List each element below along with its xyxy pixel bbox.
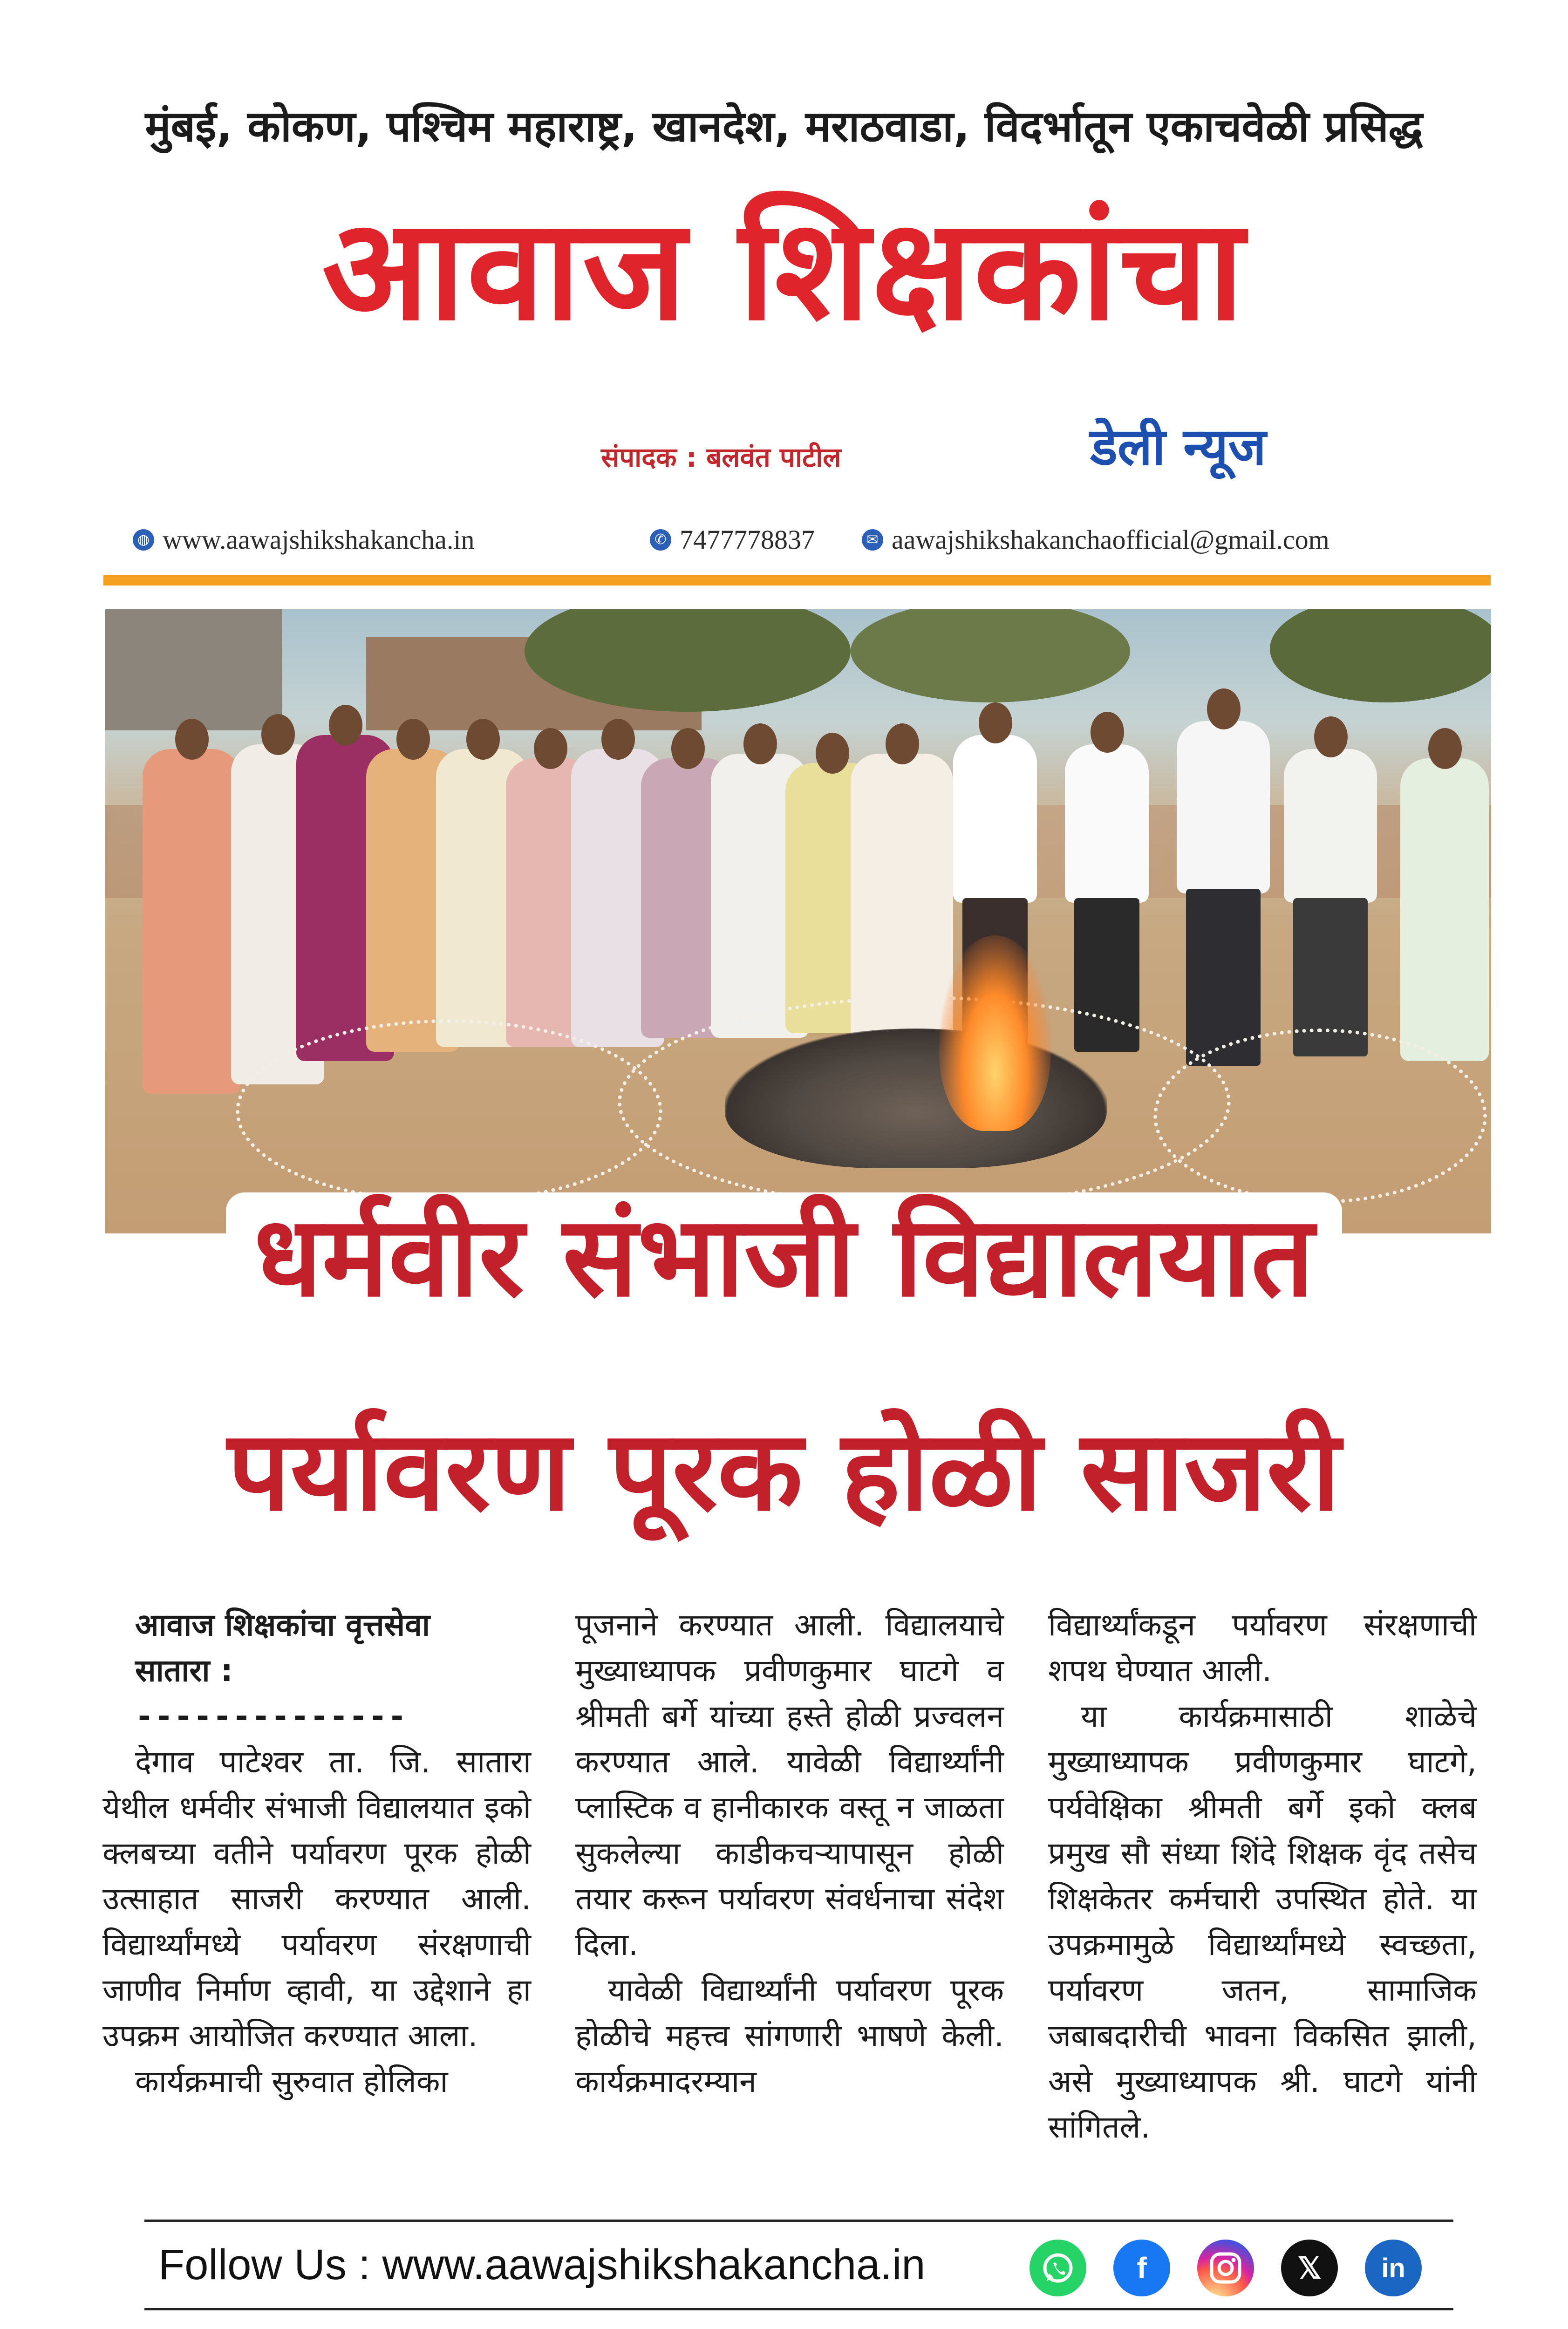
article-paragraph: देगाव पाटेश्वर ता. जि. सातारा येथील धर्मवीर संभाजी विद्यालयात इको क्लबच्या वतीने पर्यावरण पूरक होळी उत्साहात साजरी करण्यात आली. विद्यार्थ्यांमध्ये पर्यावरण संरक्षणाची जाणीव निर्माण व्हावी, या उद्देशाने हा उपक्रम आयोजित करण्यात आला. [102,1744,531,2054]
phone-text: 7477778837 [680,524,815,555]
globe-icon: ◍ [133,529,154,551]
byline-divider: -------------- [135,1698,408,1734]
header-divider [103,575,1491,586]
event-photo [105,609,1491,1233]
phone-icon: ✆ [650,529,671,551]
article-paragraph: या कार्यक्रमासाठी शाळेचे मुख्याध्यापक प्रवीणकुमार घाटगे, पर्यवेक्षिका श्रीमती बर्गे इको क्लब प्रमुख सौ संध्या शिंदे शिक्षक वृंद तसेच शिक्षकेतर कर्मचारी उपस्थित होते. या उपक्रमामुळे विद्यार्थ्यांमध्ये स्वच्छता, पर्यावरण जतन, सामाजिक जबाबदारीची भावना विकसित झाली, असे मुख्याध्यापक श्री. घाटगे यांनी सांगितले. [1048,1698,1477,2145]
masthead-title: आवाज शिक्षकांचा [322,189,1246,351]
x-icon[interactable]: 𝕏 [1281,2240,1338,2296]
headline-line-1: धर्मवीर संभाजी विद्यालयात [0,1202,1568,1313]
footer-rule-top [144,2220,1453,2222]
byline-service: आवाज शिक्षकांचा वृत्तसेवा [135,1607,430,1643]
headline-line-2: पर्यावरण पूरक होळी साजरी [227,1407,1341,1536]
article-paragraph: पूजनाने करण्यात आली. विद्यालयाचे मुख्याध्यापक प्रवीणकुमार घाटगे व श्रीमती बर्गे यांच्या हस्ते होळी प्रज्वलन करण्यात आले. यावेळी विद्यार्थ्यांनी प्लास्टिक व हानीकारक वस्तू न जाळता सुकलेल्या काडीकचऱ्यापासून होळी तयार करून पर्यावरण संवर्धनाचा संदेश दिला. [575,1607,1004,1962]
contact-website[interactable] [133,524,474,555]
article-paragraph: यावेळी विद्यार्थ्यांनी पर्यावरण पूरक होळीचे महत्त्व सांगणारी भाषणे केली. कार्यक्रमादरम्यान [575,1972,1004,2099]
mail-icon: ✉ [862,529,883,551]
tagline: मुंबई, कोकण, पश्चिम महाराष्ट्र, खानदेश, मराठवाडा, विदर्भातून एकाचवेळी प्रसिद्ध [145,102,1423,151]
website-text: www.aawajshikshakancha.in [163,524,475,555]
whatsapp-icon[interactable] [1029,2240,1086,2296]
article-column-3 [1048,1602,1477,2150]
edition-label: डेली न्यूज [1090,417,1267,477]
follow-us-text[interactable]: Follow Us : www.aawajshikshakancha.in [158,2241,926,2288]
email-text: aawajshikshakanchaofficial@gmail.com [892,524,1329,555]
article-paragraph: कार्यक्रमाची सुरुवात होलिका [135,2063,448,2099]
linkedin-icon[interactable]: in [1365,2240,1422,2296]
article-column-2 [575,1602,1004,2104]
editor-credit: संपादक : बलवंत पाटील [601,442,841,473]
article-paragraph: विद्यार्थ्यांकडून पर्यावरण संरक्षणाची शपथ घेण्यात आली. [1048,1607,1477,1689]
facebook-icon[interactable]: f [1113,2240,1170,2296]
byline-location: सातारा : [135,1653,233,1689]
footer-rule-bottom [144,2308,1453,2310]
contact-phone[interactable] [650,524,815,555]
instagram-icon[interactable] [1197,2240,1254,2296]
contact-email[interactable] [862,524,1329,555]
article-column-1 [102,1602,531,2104]
